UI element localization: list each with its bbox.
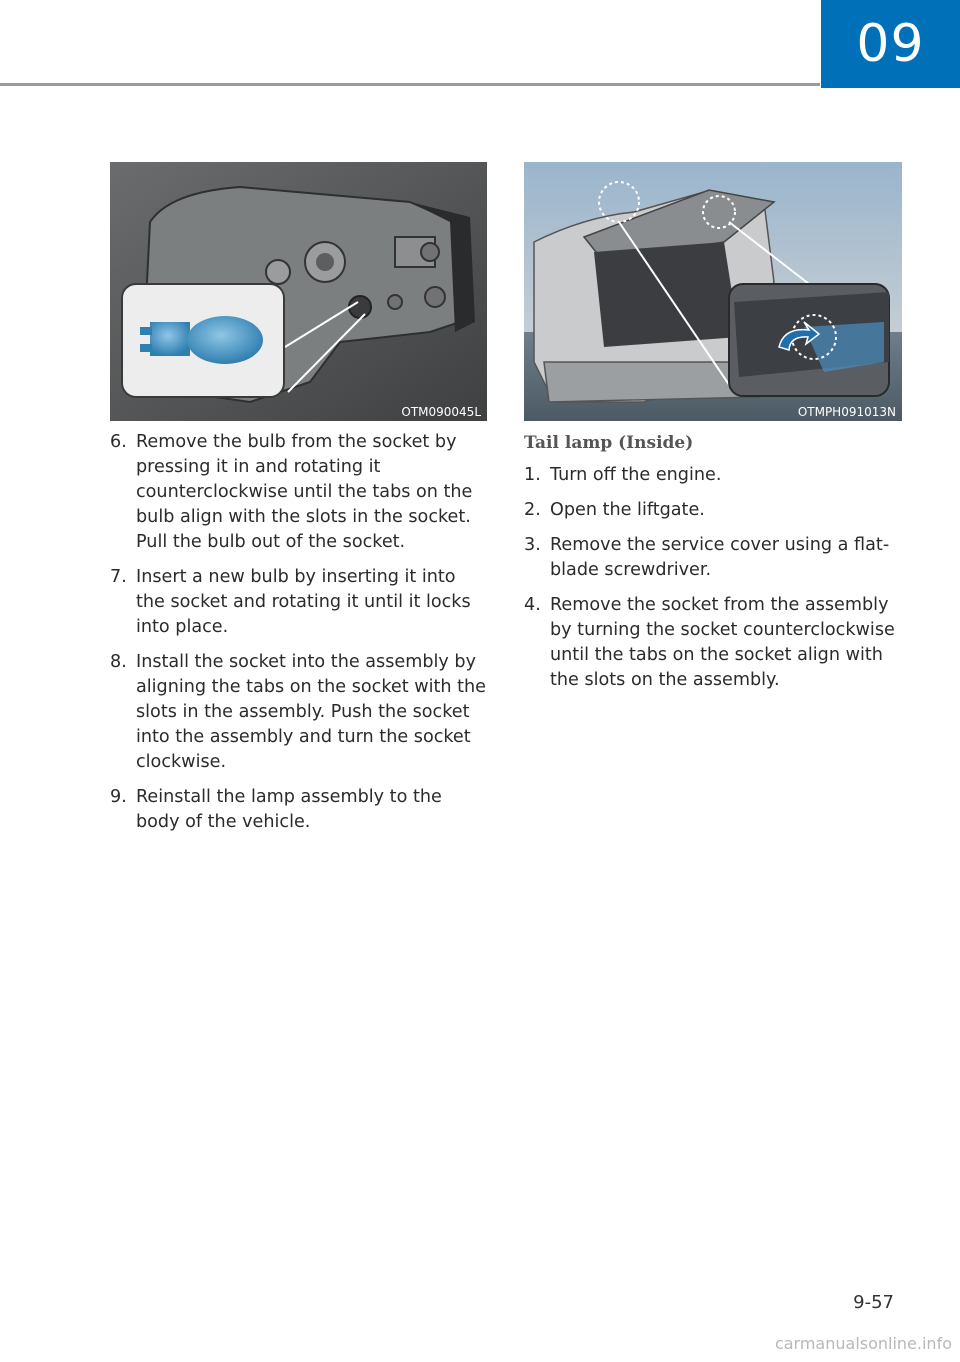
chapter-tab: 09: [821, 0, 960, 88]
figure-liftgate-service-cover: [524, 162, 902, 421]
step-number: 3.: [524, 535, 541, 555]
watermark: carmanualsonline.info: [774, 1334, 952, 1353]
tail-lamp-illustration: [110, 162, 487, 421]
step-number: 2.: [524, 500, 541, 520]
left-column-steps: [110, 430, 490, 845]
section-title: Tail lamp (Inside): [524, 433, 694, 453]
page-number: 9-57: [853, 1292, 894, 1313]
step-text: Remove the socket from the assembly by turning the socket counterclockwise until the tabs on the socket align with the slots on the assembly.: [550, 595, 895, 690]
figure-tail-lamp-bulb: [110, 162, 487, 421]
step-item: [110, 650, 490, 775]
step-number: 9.: [110, 787, 127, 807]
step-number: 8.: [110, 652, 127, 672]
step-item: [524, 593, 904, 693]
step-number: 4.: [524, 595, 541, 615]
step-text: Insert a new bulb by inserting it into the socket and rotating it until it locks into place.: [136, 567, 471, 637]
step-item: [110, 430, 490, 555]
step-text: Remove the service cover using a flat-blade screwdriver.: [550, 535, 890, 580]
figure-code: OTMPH091013N: [797, 405, 896, 419]
step-item: [110, 565, 490, 640]
liftgate-illustration: [524, 162, 902, 421]
step-number: 1.: [524, 465, 541, 485]
step-text: Install the socket into the assembly by aligning the tabs on the socket with the slots in the assembly. Push the socket into the assembly and turn the socket clockwise.: [136, 652, 486, 772]
step-item: [524, 498, 904, 523]
step-item: [110, 785, 490, 835]
step-item: [524, 533, 904, 583]
step-text: Remove the bulb from the socket by pressing it in and rotating it counterclockwise until the tabs on the bulb align with the slots in the socket. Pull the bulb out of the socket.: [136, 432, 473, 552]
step-item: [524, 463, 904, 488]
step-number: 7.: [110, 567, 127, 587]
step-number: 6.: [110, 432, 127, 452]
header-rule: [0, 83, 820, 86]
step-text: Open the liftgate.: [550, 500, 705, 520]
figure-code: OTM090045L: [401, 405, 481, 419]
right-column-section: [524, 430, 904, 703]
step-text: Reinstall the lamp assembly to the body of the vehicle.: [136, 787, 442, 832]
step-text: Turn off the engine.: [550, 465, 722, 485]
